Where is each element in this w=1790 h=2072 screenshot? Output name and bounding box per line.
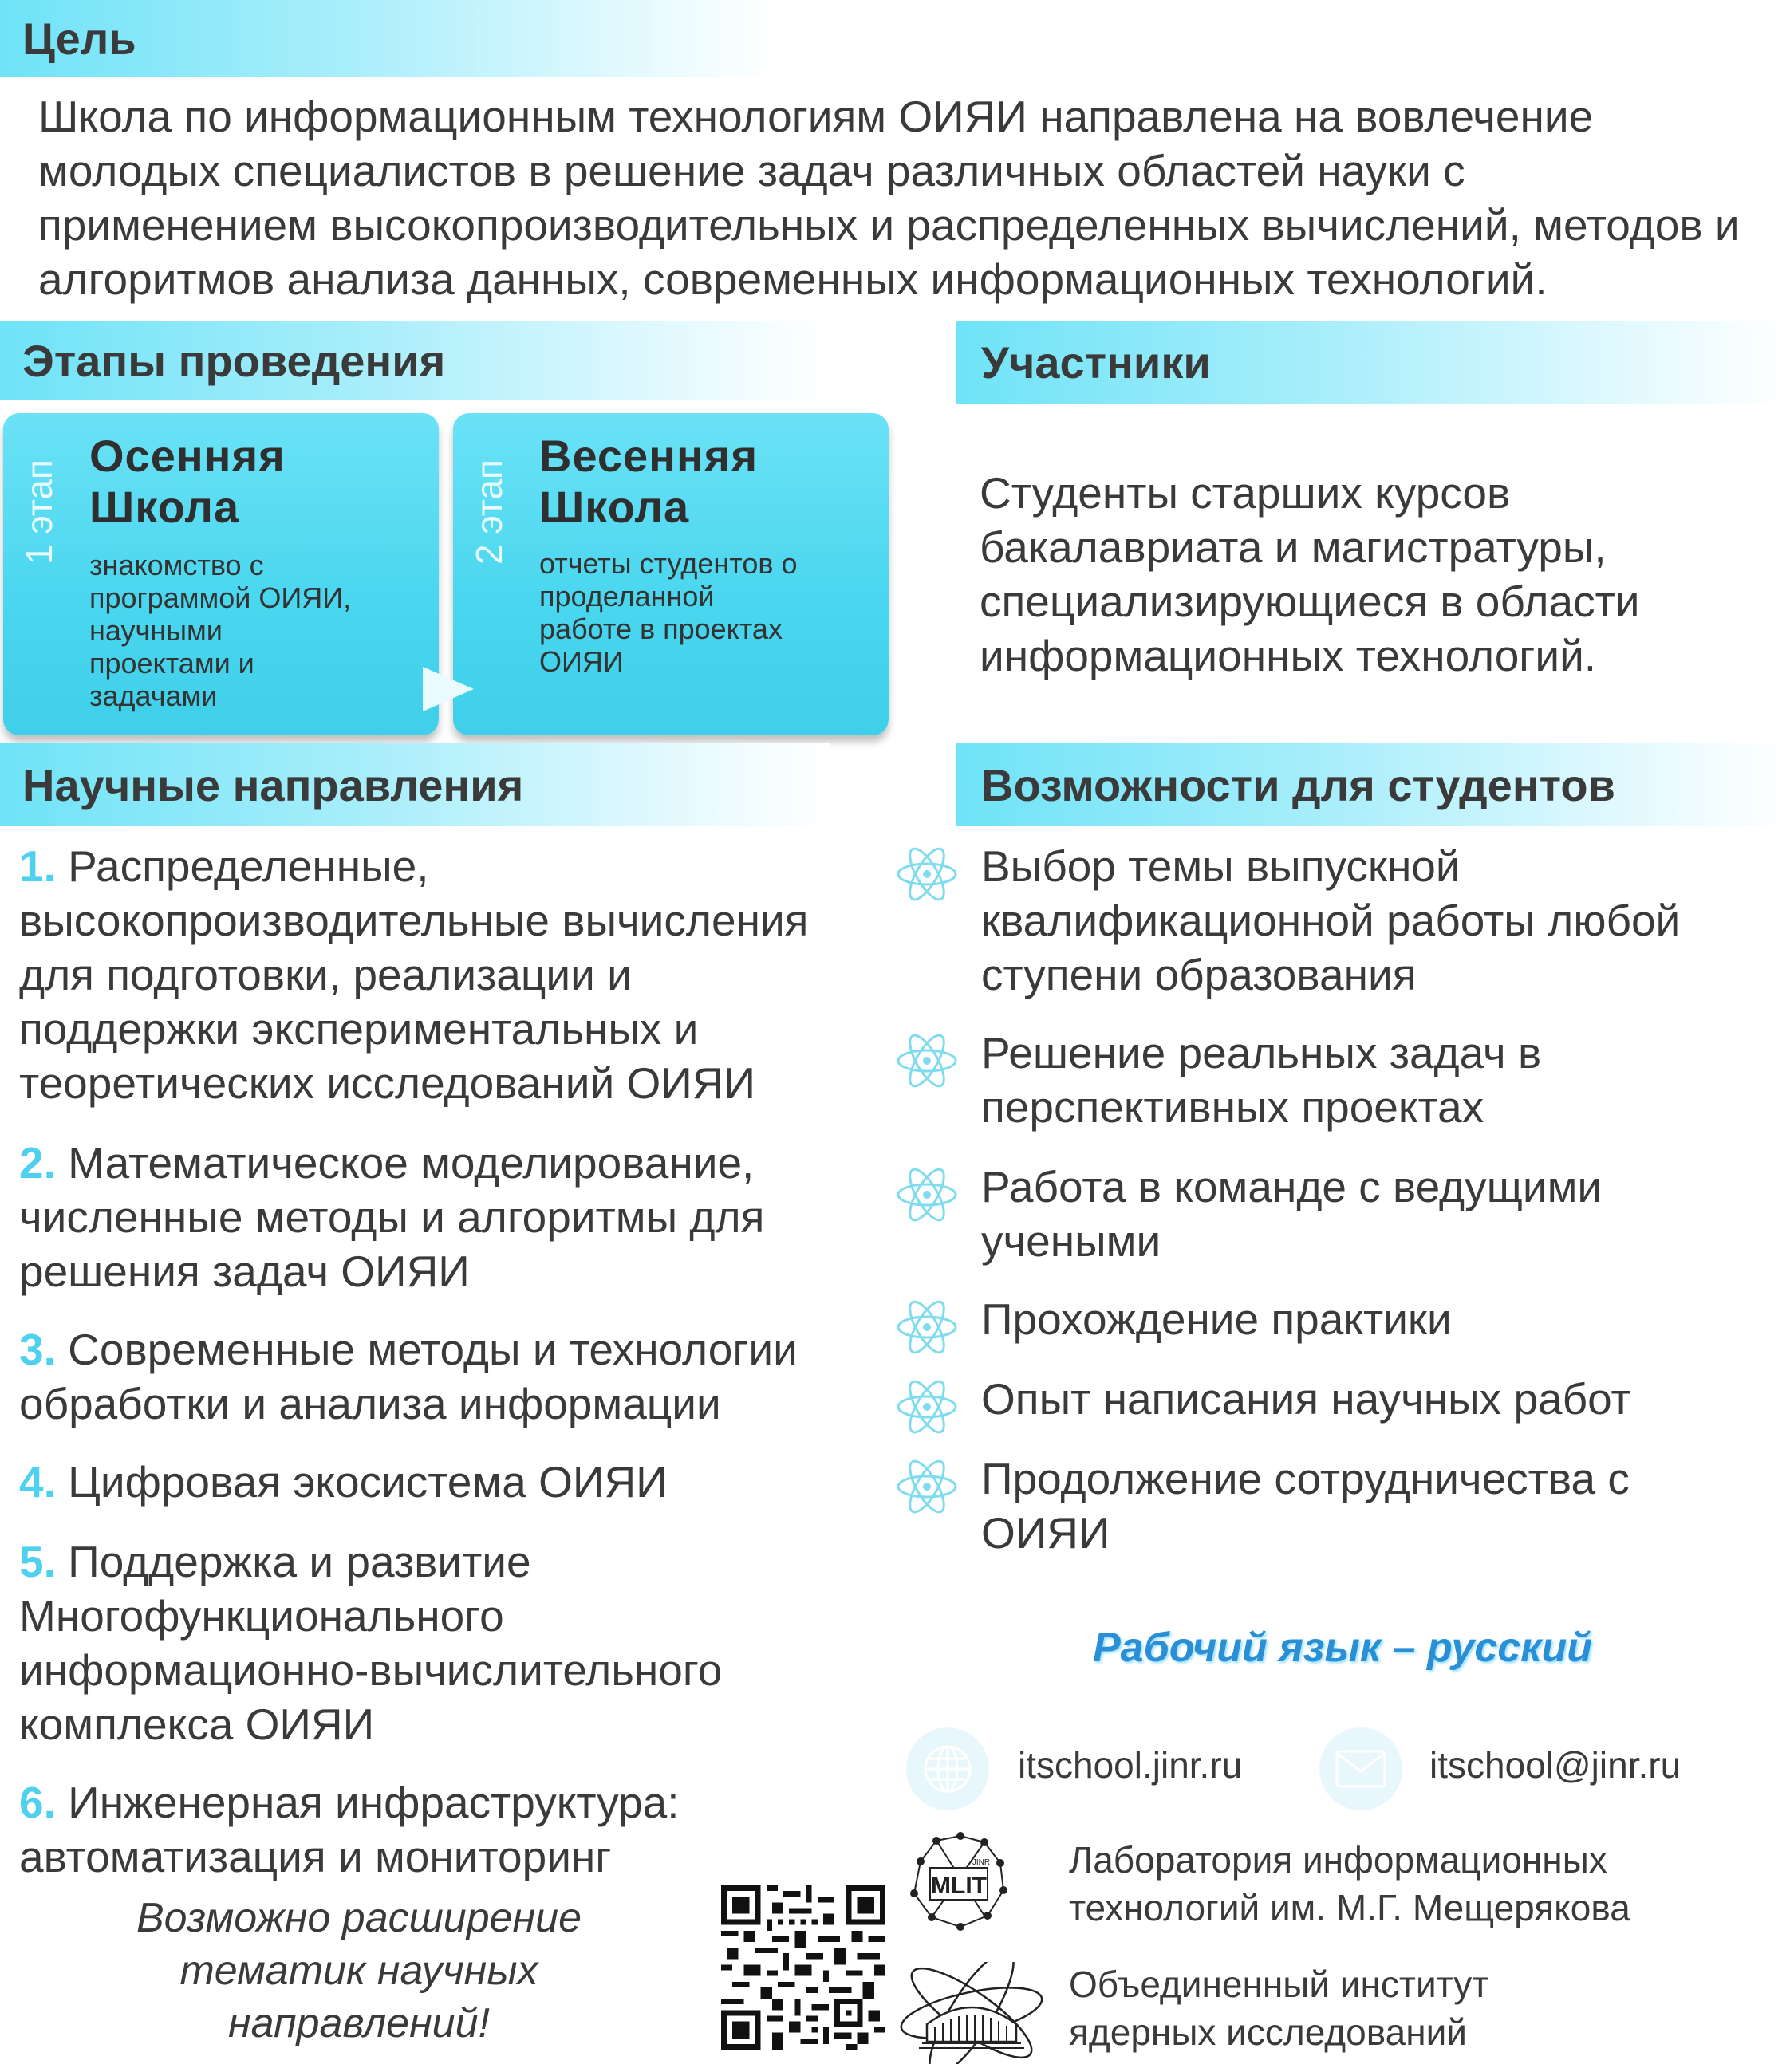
website-link[interactable]: itschool.jinr.ru xyxy=(1018,1744,1243,1786)
direction-number: 3. xyxy=(19,1325,56,1374)
direction-number: 4. xyxy=(19,1457,56,1507)
goal-title: Цель xyxy=(22,13,136,64)
opportunity-text: Выбор темы выпускной квалификационной работы любой ступени образования xyxy=(981,841,1681,999)
stage-title-2: Весенняя Школа xyxy=(539,431,759,532)
opportunity-text: Работа в команде с ведущими учеными xyxy=(981,1162,1603,1266)
directions-title: Научные направления xyxy=(22,759,524,810)
direction-item-3: 3. Современные методы и технологии обработки и анализа информации xyxy=(19,1325,798,1428)
atom-icon xyxy=(895,842,959,906)
mail-icon xyxy=(1335,1749,1387,1789)
globe-icon xyxy=(920,1741,976,1797)
direction-number: 1. xyxy=(19,841,56,891)
email-link[interactable]: itschool@jinr.ru xyxy=(1429,1744,1682,1786)
stages-title: Этапы проведения xyxy=(22,335,446,386)
goal-header xyxy=(0,0,778,77)
direction-item-4: 4. Цифровая экосистема ОИЯИ xyxy=(19,1457,668,1507)
atom-icon xyxy=(895,1375,959,1439)
mlit-logo-text: MLIT xyxy=(931,1873,987,1899)
opportunity-text: Решение реальных задач в перспективных проектах xyxy=(981,1028,1542,1132)
direction-number: 2. xyxy=(19,1138,56,1188)
direction-number: 5. xyxy=(19,1537,56,1586)
goal-text: Школа по информационным технологиям ОИЯИ направлена на вовлечение молодых специалистов в решение задач различных областей науки с применением высокопроизводительных и распределенных вычислений, методов и алгоритмов анализа данных, современных информационных технологий. xyxy=(38,92,1740,304)
direction-number: 6. xyxy=(19,1778,56,1827)
website-icon-circle xyxy=(906,1727,989,1810)
mlit-logo-small: JINR xyxy=(972,1858,991,1867)
mlit-logo-icon xyxy=(905,1830,1011,1933)
participants-title: Участники xyxy=(981,337,1211,388)
direction-item-2: 2. Математическое моделирование, численные методы и алгоритмы для решения задач ОИЯИ xyxy=(19,1138,765,1296)
atom-icon xyxy=(895,1295,959,1359)
opportunities-title: Возможности для студентов xyxy=(981,759,1615,810)
direction-item-5: 5. Поддержка и развитие Многофункционального информационно-вычислительного комплекса ОИЯИ xyxy=(19,1537,723,1749)
stage-number-2: 2 этап xyxy=(468,459,510,565)
opportunities-header xyxy=(956,743,1790,826)
stage-title-1: Осенняя Школа xyxy=(89,431,286,532)
opportunity-text: Опыт написания научных работ xyxy=(981,1374,1631,1424)
atom-icon xyxy=(895,1163,959,1227)
jinr-logo-icon xyxy=(895,1962,1048,2064)
stage-desc-1: знакомство с программой ОИЯИ, научными проектами и задачами xyxy=(89,549,352,712)
stages-header xyxy=(0,321,830,400)
stage-desc-2: отчеты студентов о проделанной работе в проектах ОИЯИ xyxy=(539,547,798,678)
directions-note: Возможно расширение тематик научных направлений! xyxy=(136,1895,582,2046)
participants-header xyxy=(956,321,1790,404)
institute-name: Объединенный институт ядерных исследований xyxy=(1069,1964,1489,2053)
opportunity-text: Продолжение сотрудничества с ОИЯИ xyxy=(981,1454,1630,1558)
direction-item-1: 1. Распределенные, высокопроизводительные вычисления для подготовки, реализации и поддержки экспериментальных и теоретических исследований ОИЯИ xyxy=(19,841,809,1108)
stage-arrow-icon xyxy=(423,667,474,711)
atom-icon xyxy=(895,1455,959,1519)
direction-item-6: 6. Инженерная инфраструктура: автоматизация и мониторинг xyxy=(19,1778,680,1881)
opportunity-text: Прохождение практики xyxy=(981,1294,1452,1344)
email-icon-circle xyxy=(1319,1727,1402,1810)
stage-card-1 xyxy=(3,413,439,735)
working-language: Рабочий язык – русский xyxy=(1093,1625,1593,1671)
stage-number-1: 1 этап xyxy=(18,459,60,565)
lab-name: Лаборатория информационных технологий им. М.Г. Мещерякова xyxy=(1069,1839,1630,1928)
stage-card-2 xyxy=(453,413,889,735)
atom-icon xyxy=(895,1029,959,1093)
directions-header xyxy=(0,743,830,826)
participants-text: Студенты старших курсов бакалавриата и магистратуры, специализирующиеся в области информационных технологий. xyxy=(980,468,1640,680)
qr-code[interactable] xyxy=(721,1885,885,2050)
